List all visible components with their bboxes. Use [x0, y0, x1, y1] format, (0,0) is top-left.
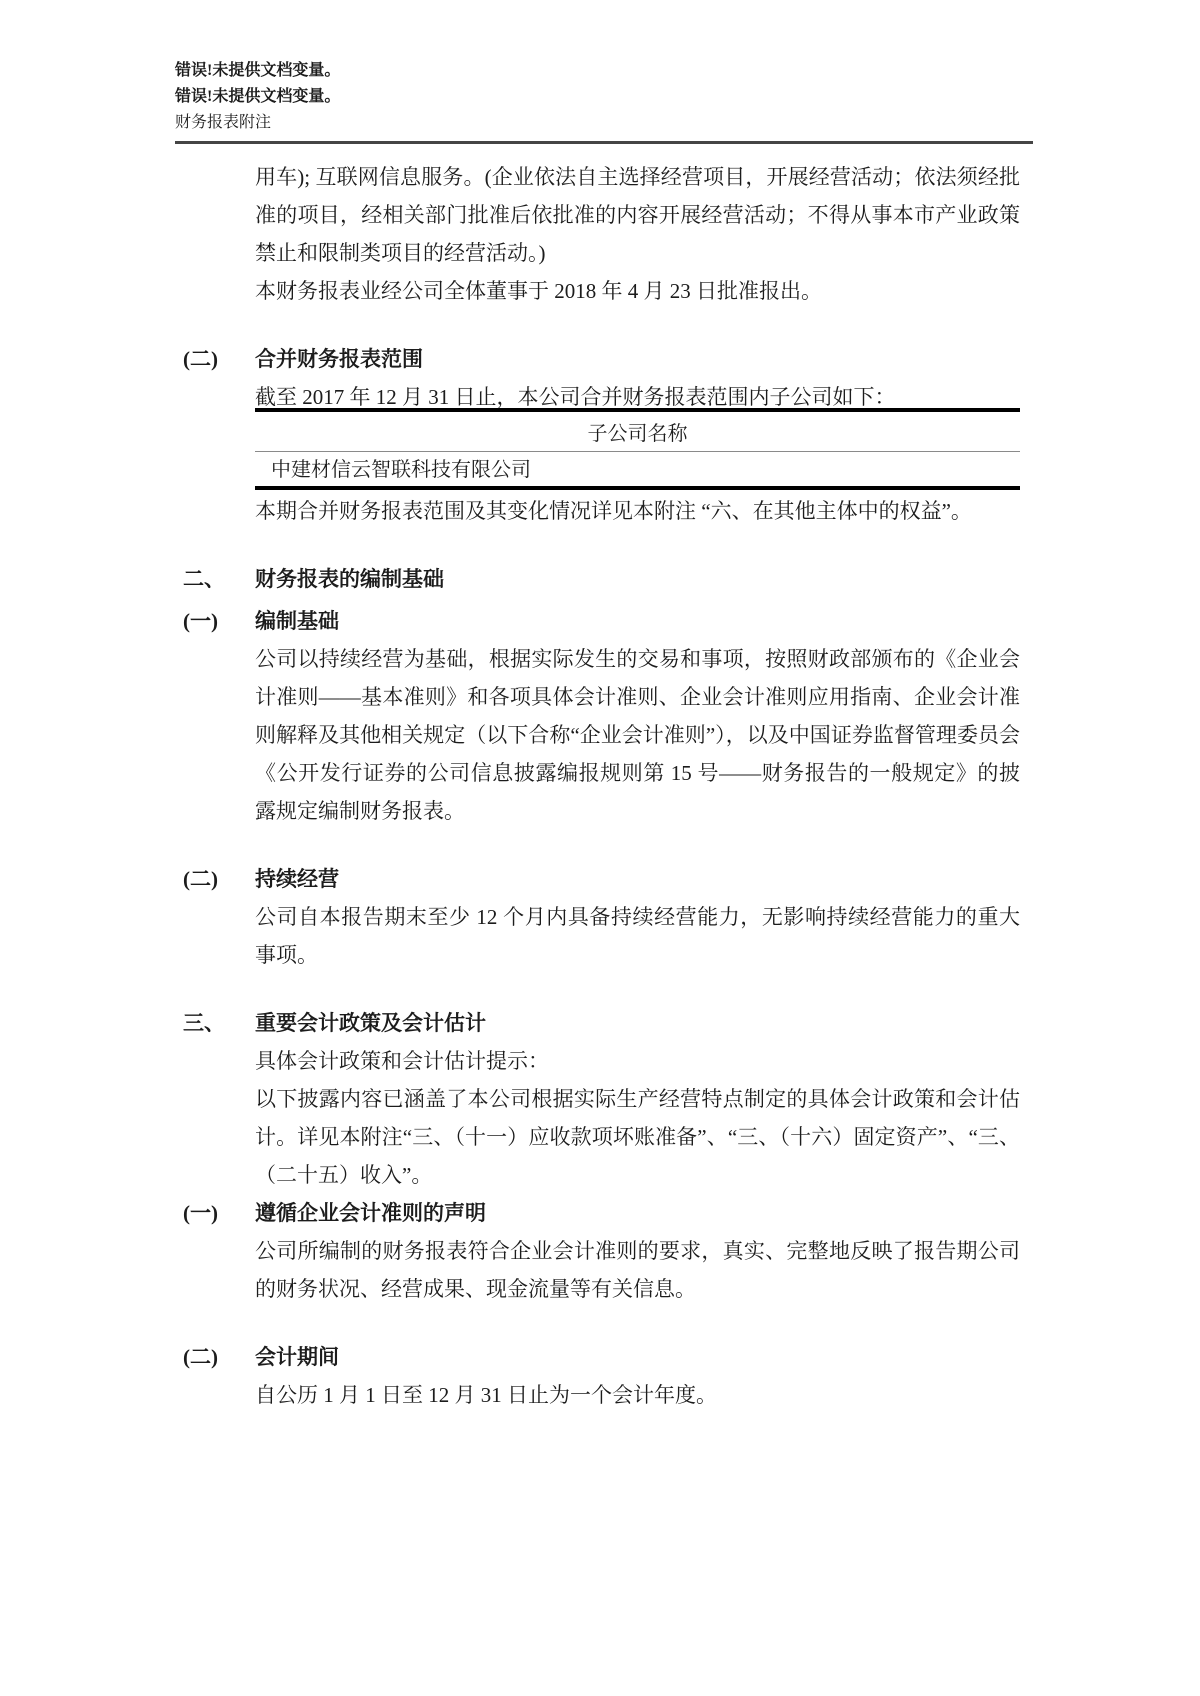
heading-title: 遵循企业会计准则的声明 — [255, 1201, 486, 1225]
subsidiaries-table — [255, 408, 1020, 490]
heading-number: 二、 — [183, 567, 225, 591]
heading-number: (一) — [183, 1201, 218, 1225]
subsidiary-name-header: 子公司名称 — [255, 410, 1020, 452]
header-rule — [175, 141, 1033, 144]
error-variable-line-1: 错误!未提供文档变量。 — [175, 62, 341, 79]
section-3-heading — [183, 1004, 1200, 1042]
heading-title: 财务报表的编制基础 — [255, 567, 444, 591]
error-variable-line-2: 错误!未提供文档变量。 — [175, 88, 341, 105]
policy-coverage-paragraph: 以下披露内容已涵盖了本公司根据实际生产经营特点制定的具体会计政策和会计估计。详见本附注“三、（十一）应收款项坏账准备”、“三、（十六）固定资产”、“三、（二十五）收入”。 — [255, 1087, 1020, 1187]
consolidation-intro-paragraph: 截至 2017 年 12 月 31 日止，本公司合并财务报表范围内子公司如下： — [255, 385, 896, 409]
heading-title: 编制基础 — [255, 609, 339, 633]
heading-title: 重要会计政策及会计估计 — [255, 1011, 486, 1035]
heading-number: (二) — [183, 867, 218, 891]
section-consolidation-scope-heading — [183, 340, 1200, 378]
compliance-statement-paragraph: 公司所编制的财务报表符合企业会计准则的要求，真实、完整地反映了报告期公司的财务状况、经营成果、现金流量等有关信息。 — [255, 1239, 1020, 1301]
heading-number: (二) — [183, 1345, 218, 1369]
going-concern-paragraph: 公司自本报告期末至少 12 个月内具备持续经营能力，无影响持续经营能力的重大事项。 — [255, 905, 1020, 967]
heading-title: 会计期间 — [255, 1345, 339, 1369]
accounting-period-paragraph: 自公历 1 月 1 日至 12 月 31 日止为一个会计年度。 — [255, 1383, 717, 1407]
section-3-2-heading — [183, 1338, 1200, 1376]
section-2-2-heading — [183, 860, 1200, 898]
section-2-heading — [183, 560, 1200, 598]
heading-title: 持续经营 — [255, 867, 339, 891]
section-2-1-heading — [183, 602, 1200, 640]
policy-hint-paragraph: 具体会计政策和会计估计提示： — [255, 1049, 549, 1073]
heading-number: (二) — [183, 347, 218, 371]
consolidation-note-paragraph: 本期合并财务报表范围及其变化情况详见本附注 “六、在其他主体中的权益”。 — [255, 499, 972, 523]
preparation-basis-paragraph: 公司以持续经营为基础，根据实际发生的交易和事项，按照财政部颁布的《企业会计准则——基本准则》和各项具体会计准则、企业会计准则应用指南、企业会计准则解释及其他相关规定（以下合称“企业会计准则”），以及中国证券监督管理委员会《公开发行证券的公司信息披露编报规则第 15 号——财务报告的一般规定》的披露规定编制财务报表。 — [255, 647, 1020, 823]
section-3-1-heading — [183, 1194, 1200, 1232]
heading-number: (一) — [183, 609, 218, 633]
table-header-row — [255, 410, 1020, 452]
doc-header — [0, 0, 1200, 144]
subsidiary-name-cell: 中建材信云智联科技有限公司 — [271, 459, 531, 481]
approval-date-paragraph: 本财务报表业经公司全体董事于 2018 年 4 月 23 日批准报出。 — [255, 279, 822, 303]
page-subtitle: 财务报表附注 — [175, 114, 272, 131]
business-scope-paragraph: 用车); 互联网信息服务。(企业依法自主选择经营项目，开展经营活动；依法须经批准的项目，经相关部门批准后依批准的内容开展经营活动；不得从事本市产业政策禁止和限制类项目的经营活动。) — [255, 165, 1020, 265]
heading-title: 合并财务报表范围 — [255, 347, 423, 371]
document-body — [0, 158, 1200, 1414]
heading-number: 三、 — [183, 1011, 225, 1035]
table-row — [255, 452, 1020, 489]
